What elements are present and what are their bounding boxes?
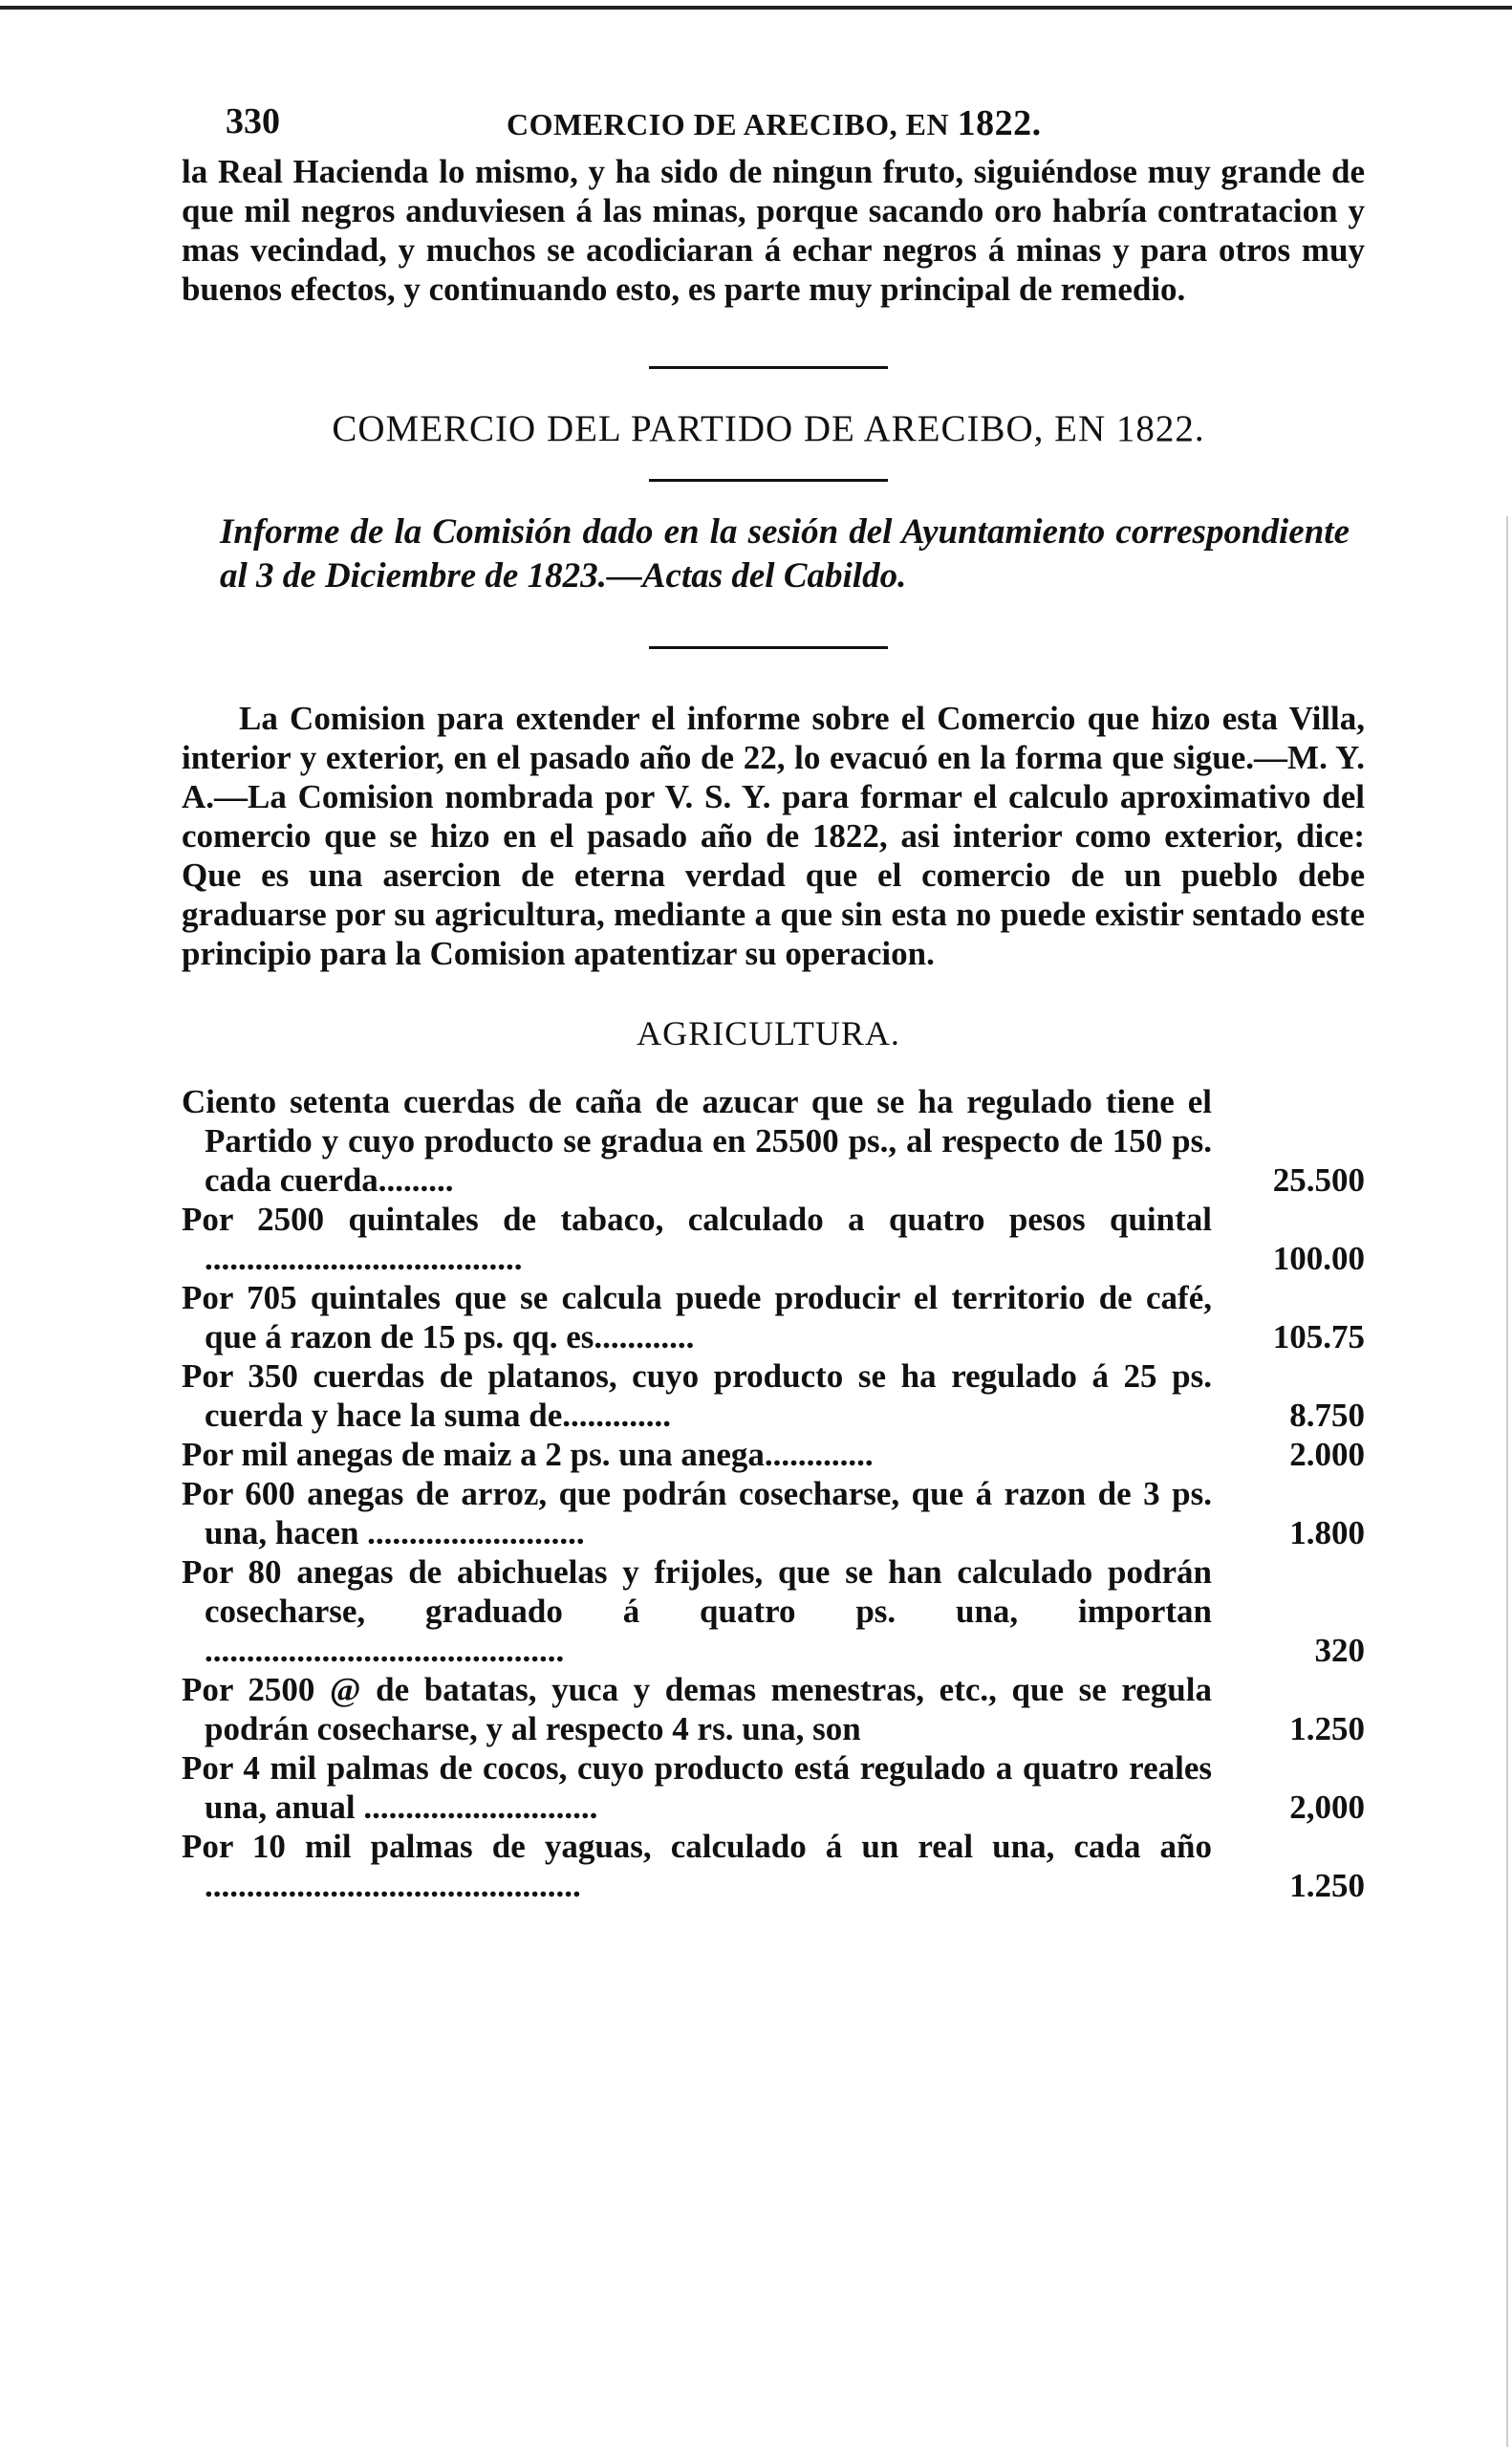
entry-amount: 2.000 <box>1289 1436 1365 1473</box>
entry-amount: 25.500 <box>1272 1161 1365 1199</box>
entry-amount: 1.800 <box>1289 1514 1365 1551</box>
entry-text: Por 2500 @ de batatas, yuca y demas menestras, etc., que se regula podrán cosecharse, y al respecto 4 rs. una, son <box>182 1671 1212 1747</box>
page-number: 330 <box>226 101 280 141</box>
entry-amount: 1.250 <box>1289 1867 1365 1904</box>
entry-text: Por 705 quintales que se calcula puede producir el territorio de café, que á razon de 15 ps. qq. es............ <box>182 1279 1212 1355</box>
divider-rule <box>649 366 888 369</box>
running-head <box>507 102 1042 144</box>
agriculture-heading: AGRICULTURA. <box>637 1014 900 1052</box>
divider-rule <box>649 646 888 649</box>
running-head-year: 1822. <box>957 103 1042 143</box>
entry-row <box>182 1278 1365 1356</box>
entry-text: Por mil anegas de maiz a 2 ps. una anega............. <box>182 1436 874 1473</box>
intro-paragraph: La Comision para extender el informe sobre el Comercio que hizo esta Villa, interior y exterior, en el pasado año de 22, lo evacuó en la forma que sigue.—M. Y. A.—La Comision nombrada por V. S. Y. para formar el calculo aproximativo del comercio que se hizo en el pasado año de 1822, asi interior como exterior, dice: Que es una asercion de eterna verdad que el comercio de un pueblo debe graduarse por su agricultura, mediante a que sin esta no puede existir sentado este principio para la Comision apatentizar su operacion. <box>182 700 1365 972</box>
entry-row <box>182 1748 1365 1827</box>
entry-row <box>182 1435 1365 1474</box>
entry-amount: 320 <box>1314 1632 1365 1669</box>
entry-amount: 105.75 <box>1272 1318 1365 1355</box>
entry-row <box>182 1200 1365 1278</box>
commission-note: Informe de la Comisión dado en la sesión del Ayuntamiento correspondiente al 3 de Diciembre de 1823.—Actas del Cabildo. <box>220 512 1350 596</box>
entry-row <box>182 1474 1365 1552</box>
continuation-paragraph: la Real Hacienda lo mismo, y ha sido de ningun fruto, siguiéndose muy grande de que mil negros anduviesen á las minas, porque sacando oro habría contratacion y mas vecindad, y muchos se acodiciaran á echar negros á minas y para otros muy buenos efectos, y continuando esto, es parte muy principal de remedio. <box>182 153 1365 308</box>
entry-text: Ciento setenta cuerdas de caña de azucar que se ha regulado tiene el Partido y cuyo producto se gradua en 25500 ps., al respecto de 150 ps. cada cuerda......... <box>182 1083 1212 1199</box>
entry-text: Por 350 cuerdas de platanos, cuyo producto se ha regulado á 25 ps. cuerda y hace la suma de............. <box>182 1357 1212 1434</box>
divider-rule <box>649 479 888 482</box>
entry-amount: 2,000 <box>1289 1789 1365 1826</box>
agriculture-entries <box>182 1082 1365 1905</box>
page-edge-line <box>1506 516 1508 2447</box>
entry-amount: 1.250 <box>1289 1710 1365 1747</box>
top-border-line <box>0 6 1512 10</box>
book-page <box>172 91 1365 1905</box>
entry-text: Por 2500 quintales de tabaco, calculado a quatro pesos quintal ...................................... <box>182 1201 1212 1277</box>
entry-row <box>182 1082 1365 1200</box>
entry-text: Por 4 mil palmas de cocos, cuyo producto está regulado a quatro reales una, anual ............................ <box>182 1749 1212 1826</box>
section-title: COMERCIO DEL PARTIDO DE ARECIBO, EN 1822. <box>332 408 1205 449</box>
entry-text: Por 600 anegas de arroz, que podrán cosecharse, que á razon de 3 ps. una, hacen .......................... <box>182 1475 1212 1551</box>
entry-row <box>182 1552 1365 1670</box>
entry-row <box>182 1670 1365 1748</box>
page-header <box>172 91 1365 148</box>
entry-row <box>182 1827 1365 1905</box>
entry-text: Por 80 anegas de abichuelas y frijoles, que se han calculado podrán cosecharse, graduado á quatro ps. una, importan ........................................... <box>182 1553 1212 1669</box>
entry-amount: 8.750 <box>1289 1397 1365 1434</box>
entry-row <box>182 1356 1365 1435</box>
entry-text: Por 10 mil palmas de yaguas, calculado á un real una, cada año ............................................. <box>182 1828 1212 1904</box>
running-head-text: COMERCIO DE ARECIBO, EN <box>507 107 950 141</box>
entry-amount: 100.00 <box>1272 1240 1365 1277</box>
